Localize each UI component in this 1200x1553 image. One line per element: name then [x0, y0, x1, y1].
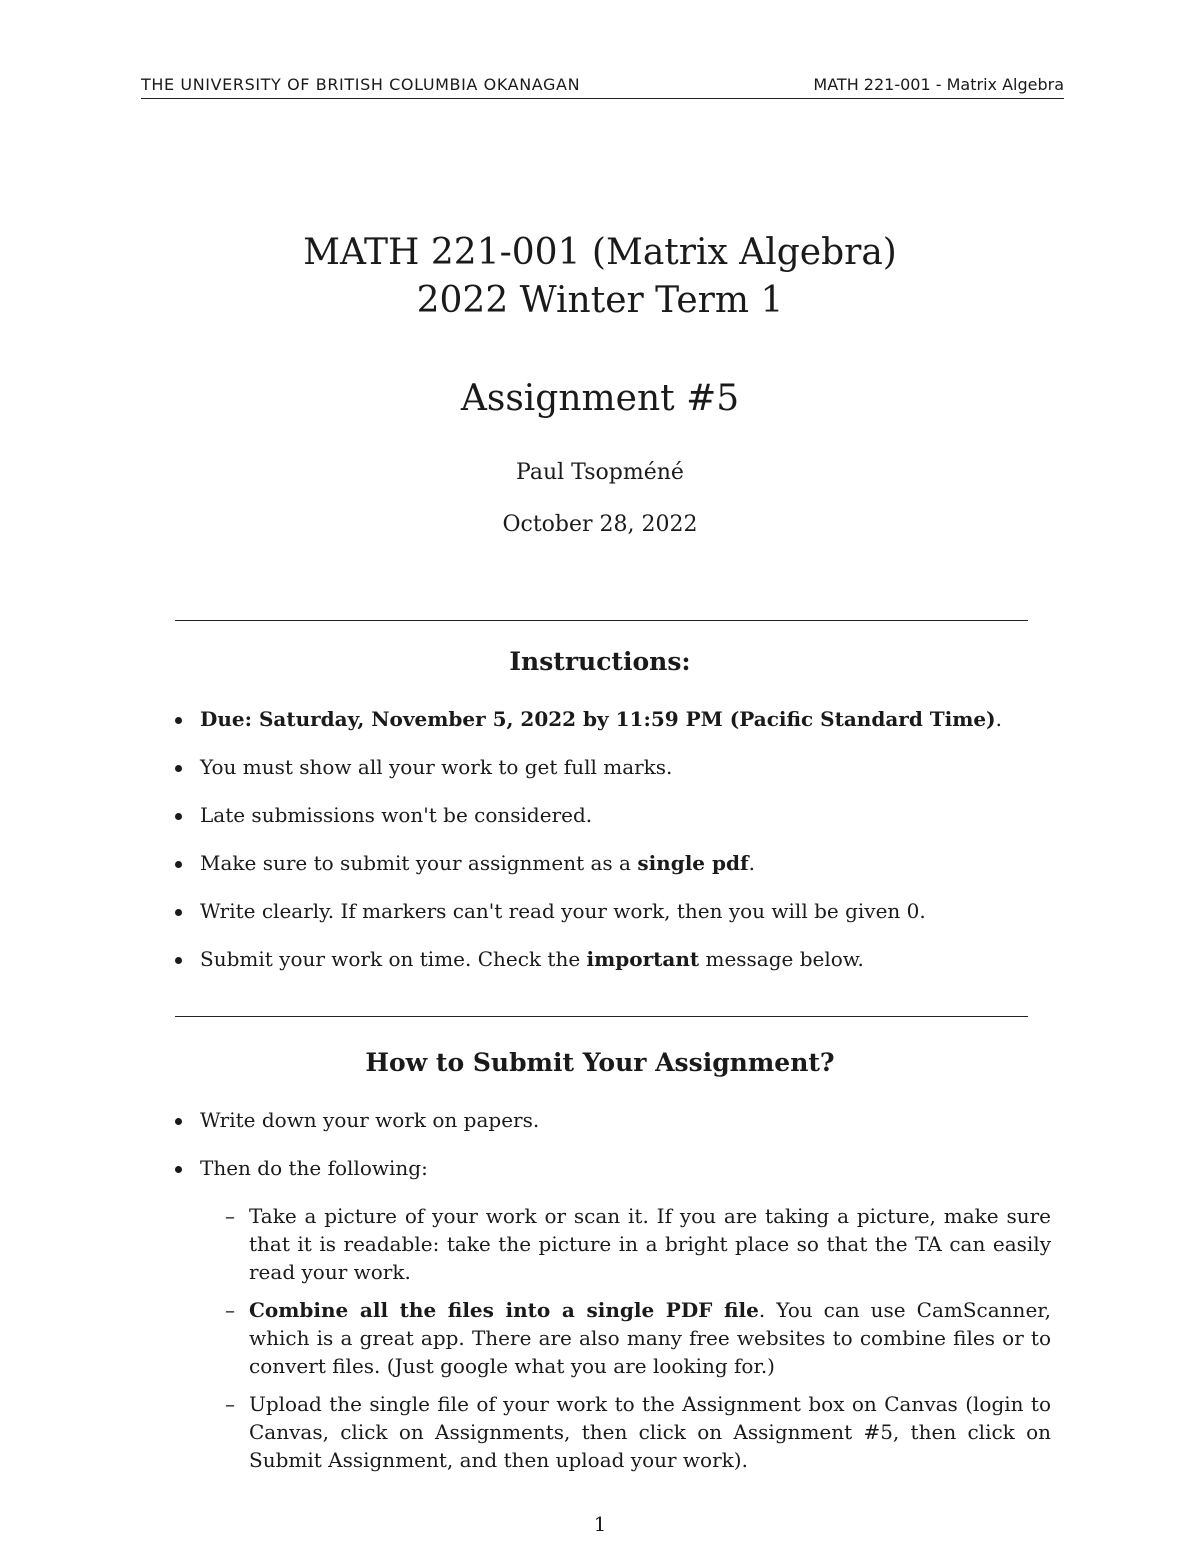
title-term: 2022 Winter Term 1 — [416, 280, 784, 321]
list-item: Late submissions won't be considered. — [175, 801, 1055, 829]
bullet-icon — [175, 813, 182, 820]
bullet-icon — [175, 909, 182, 916]
bullet-icon — [175, 1118, 182, 1125]
header-course: MATH 221-001 - Matrix Algebra — [813, 75, 1064, 94]
list-item: – Combine all the files into a single PDF file. You can use CamScanner, which is a great app. There are also many free websites to combine files or to convert files. (Just google what you are looking for.) — [225, 1298, 1051, 1378]
dash-icon: – — [225, 1298, 235, 1322]
divider-line — [175, 620, 1028, 621]
document-date: October 28, 2022 — [502, 512, 698, 537]
page-number: 1 — [593, 1512, 607, 1536]
list-item: – Upload the single file of your work to the Assignment box on Canvas (login to Canvas, click on Assignments, then click on Assignment #5, then click on Submit Assignment, and then upload your work). — [225, 1392, 1051, 1472]
list-item: Due: Saturday, November 5, 2022 by 11:59 PM (Pacific Standard Time). — [175, 705, 1055, 733]
divider-line — [175, 1016, 1028, 1017]
bullet-icon — [175, 1166, 182, 1173]
author-name: Paul Tsopméné — [516, 460, 684, 485]
bullet-icon — [175, 861, 182, 868]
dash-icon: – — [225, 1204, 235, 1228]
submit-heading: How to Submit Your Assignment? — [365, 1048, 835, 1077]
title-course: MATH 221-001 (Matrix Algebra) — [303, 232, 897, 273]
instructions-list — [175, 705, 1055, 993]
list-item: Make sure to submit your assignment as a single pdf. — [175, 849, 1055, 877]
submit-steps — [225, 1202, 1051, 1484]
instructions-heading: Instructions: — [509, 647, 691, 676]
list-item: – Take a picture of your work or scan it. If you are taking a picture, make sure that it is readable: take the picture in a bright place so that the TA can easily read your work. — [225, 1204, 1051, 1284]
list-item: Write down your work on papers. — [175, 1106, 1055, 1134]
bullet-icon — [175, 765, 182, 772]
bullet-icon — [175, 717, 182, 724]
bullet-icon — [175, 957, 182, 964]
due-date-text: Due: Saturday, November 5, 2022 by 11:59 PM (Pacific Standard Time) — [200, 707, 996, 731]
list-item: You must show all your work to get full marks. — [175, 753, 1055, 781]
header-university: THE UNIVERSITY OF BRITISH COLUMBIA OKANAGAN — [141, 75, 581, 94]
dash-icon: – — [225, 1392, 235, 1416]
list-item: Write clearly. If markers can't read your work, then you will be given 0. — [175, 897, 1055, 925]
submit-list — [175, 1106, 1055, 1202]
list-item: Submit your work on time. Check the important message below. — [175, 945, 1055, 973]
title-assignment: Assignment #5 — [460, 378, 740, 419]
running-header — [141, 72, 1064, 99]
list-item: Then do the following: — [175, 1154, 1055, 1182]
